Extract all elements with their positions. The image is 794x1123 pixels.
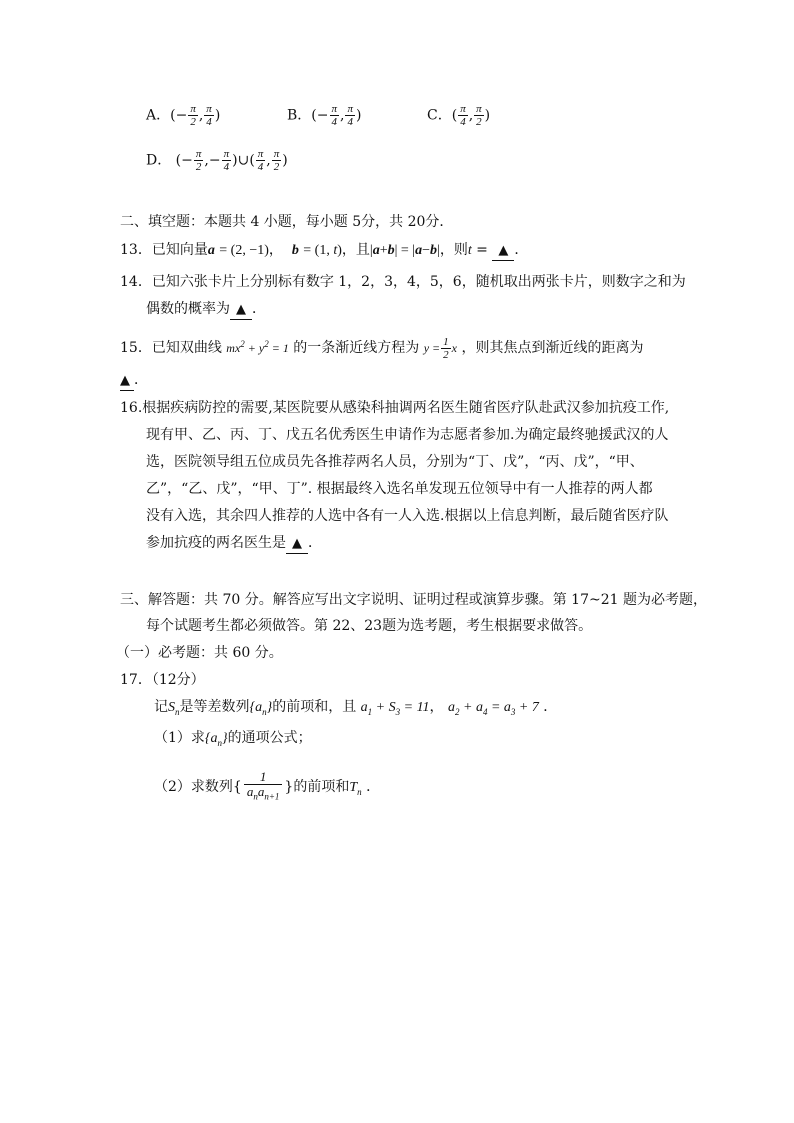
question-16-line6: 参加抗疫的两名医生是 ▲ ． [146, 533, 322, 554]
question-17-stem: 记$S_n$是等差数列$\{a_n\}$的前项和，且 $a_1 + S_3 = 11$， $a_2 + a_4 = a_3 + 7$ ． [154, 699, 558, 717]
question-15-line2: ▲ ． [120, 370, 148, 391]
section2-header: 二、填空题：本题共 4 小题，每小题 5分，共 20分． [120, 214, 454, 230]
question-16-line5: 没有入选，其余四人推荐的人选中各有一人入选.根据以上信息判断，最后随省医疗队 [146, 508, 669, 524]
choice-b: B．(− $\frac{\pi}{4}$ , $\frac{\pi}{4}$ ) [287, 103, 362, 128]
question-17-header: 17．（12分） [120, 672, 205, 688]
question-16-line3: 选，医院领导组五位成员先各推荐两名人员，分别为“丁、戊”，“丙、戊”，“甲、 [146, 454, 644, 470]
section3-sub: （一）必考题：共 60 分。 [116, 645, 283, 661]
answer-blank-13[interactable]: ▲ [492, 242, 514, 261]
question-17-part1: （1）求$\{a_n\}$的通项公式； [154, 730, 312, 748]
question-16-line1: 16.根据疾病防控的需要,某医院要从感染科抽调两名医生随省医疗队赴武汉参加抗疫工作, [120, 400, 670, 416]
question-16-line2: 现有甲、乙、丙、丁、戊五名优秀医生申请作为志愿者参加.为确定最终驰援武汉的人 [146, 427, 669, 443]
section3-line1: 三、解答题：共 70 分。解答应写出文字说明、证明过程或演算步骤。第 17~21 题为必考题， [120, 592, 707, 608]
question-17-part2: （2）求数列{ 1 $a_na_{n+1}$ }的前项和$T_n$ ． [154, 769, 381, 802]
frac-reciprocal: 1 $a_na_{n+1}$ [244, 770, 283, 804]
choice-c: C．( $\frac{\pi}{4}$ , $\frac{\pi}{2}$ ) [427, 103, 491, 128]
question-13: 13．已知向量a = (2, −1)， b = (1, t)，且|a+b| = |a−b|，则t = ▲ ． [120, 240, 528, 261]
question-15: 15．已知双曲线 $mx^2 + y^2 = 1$ 的一条渐近线方程为 y = $\frac{1}{2}$ x ，则其焦点到渐近线的距离为 [120, 335, 644, 361]
choice-a: A．(− $\frac{\pi}{2}$ , $\frac{\pi}{4}$ ) [146, 103, 221, 128]
frac-pi-2: $\frac{\pi}{2}$ [190, 103, 196, 128]
answer-blank-14[interactable]: ▲ [230, 301, 252, 320]
question-16-line4: 乙”，“乙、戊”，“甲、丁”. 根据最终入选名单发现五位领导中有一人推荐的两人都 [146, 481, 653, 497]
question-14-line1: 14．已知六张卡片上分别标有数字 1，2，3，4，5，6，随机取出两张卡片，则数字之和为 [120, 274, 686, 290]
frac-pi-4: $\frac{\pi}{4}$ [206, 103, 212, 128]
answer-blank-15[interactable]: ▲ [120, 372, 134, 391]
question-14-line2: 偶数的概率为 ▲ ． [146, 299, 266, 320]
choice-d: D． (− $\frac{\pi}{2}$ ,− $\frac{\pi}{4}$ )∪( $\frac{\pi}{4}$ , $\frac{\pi}{2}$ ) [146, 148, 288, 173]
answer-blank-16[interactable]: ▲ [286, 535, 308, 554]
section3-line2: 每个试题考生都必须做答。第 22、23题为选考题，考生根据要求做答。 [146, 618, 593, 634]
